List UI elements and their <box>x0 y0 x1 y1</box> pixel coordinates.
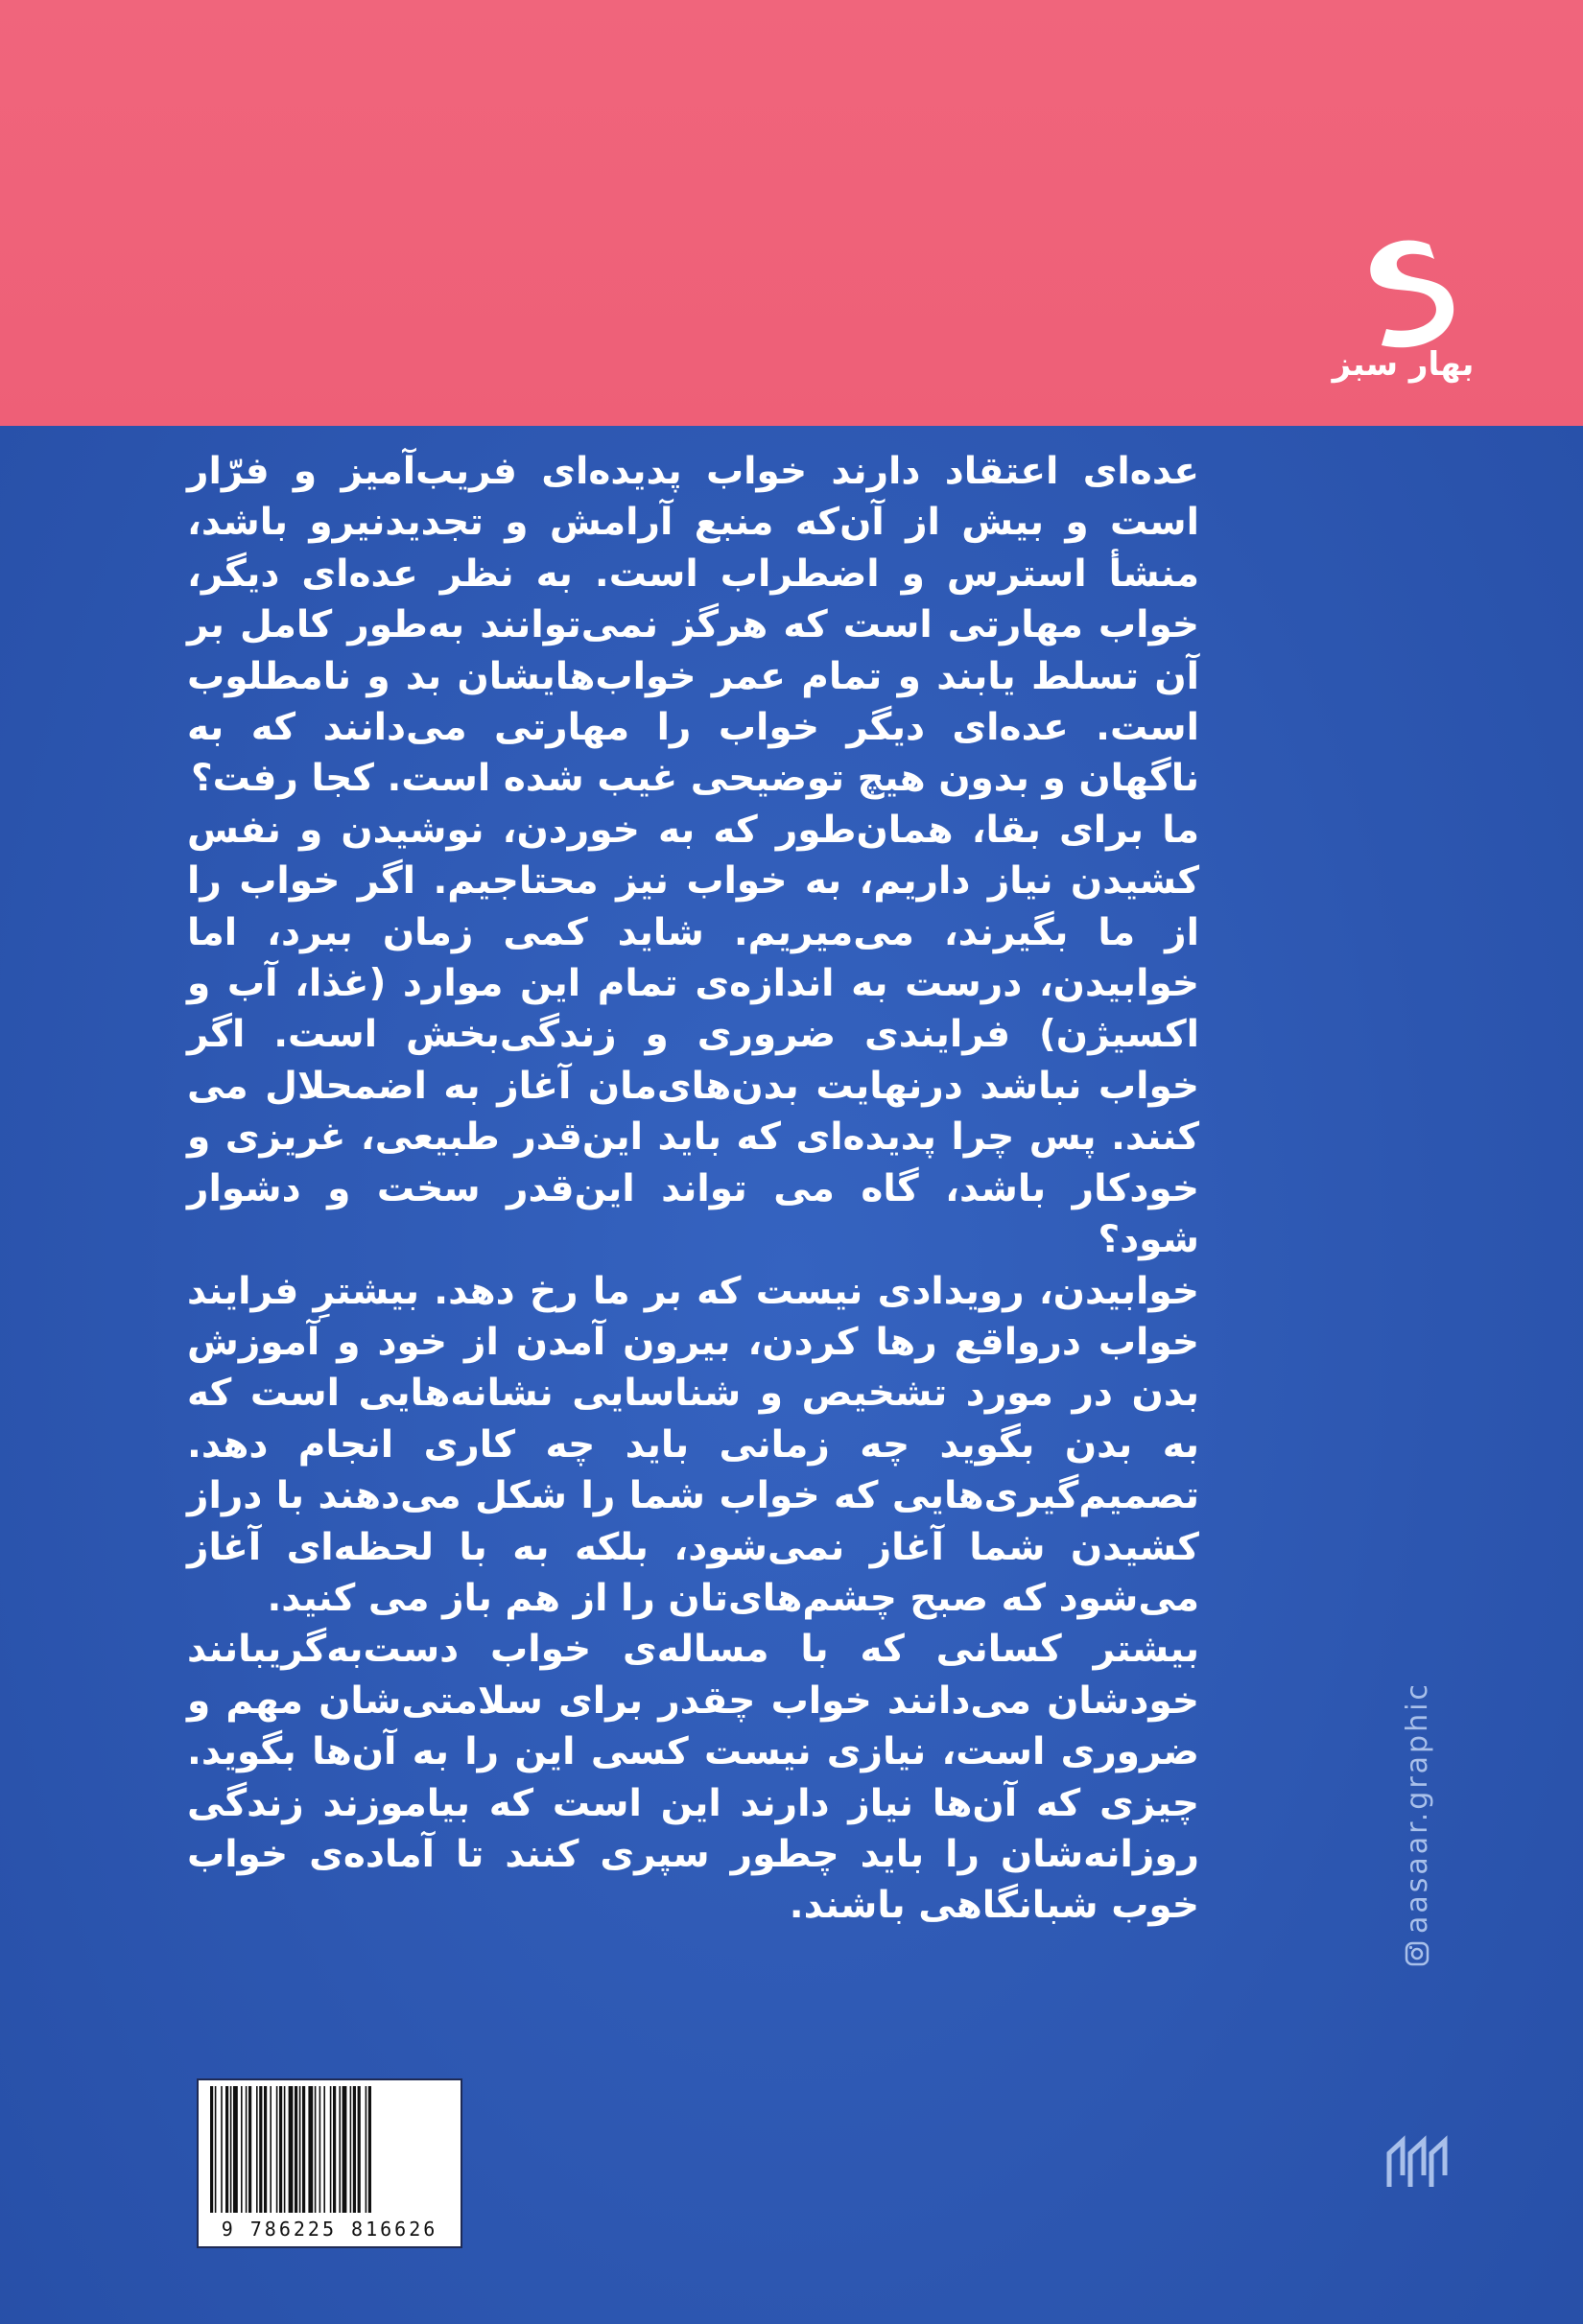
barcode-bar <box>308 2086 313 2213</box>
designer-credit <box>1401 1678 1433 1966</box>
barcode-bars <box>206 2086 453 2213</box>
barcode-bar <box>221 2086 223 2213</box>
barcode-bar <box>225 2086 228 2213</box>
barcode-bar <box>279 2086 282 2213</box>
isbn-number: 9 786225 816626 <box>221 2218 438 2241</box>
barcode-bar <box>264 2086 267 2213</box>
barcode-bar <box>333 2086 336 2213</box>
instagram-icon <box>1405 1941 1429 1966</box>
blurb-paragraph: بیشتر کسانی که با مساله‌ی خواب دست‌به‌گریبانند خودشان می‌دانند خواب چقدر برای سلامتی‌شان مهم و ضروری است، نیازی نیست کسی این را به آن‌ها بگوید. چیزی که آن‌ها نیاز دارند این است که بیاموزند زندگی روزانه‌شان را باید چطور سپری کنند تا آماده‌ی خواب خوب شبانگاهی باشند. <box>187 1628 1199 1928</box>
blurb-paragraph: عده‌ای اعتقاد دارند خواب پدیده‌ای فریب‌آمیز و فرّار است و بیش از آن‌که منبع آرامش و تجدیدنیرو باشد، منشأ استرس و اضطراب است. به نظر عده‌ای دیگر، خواب مهارتی است که هرگز نمی‌توانند به‌طور کامل بر آن تسلط یابند و تمام عمر خواب‌هایشان بد و نامطلوب است. عده‌ای دیگر خواب را مهارتی می‌دانند که به ناگهان و بدون هیچ توضیحی غیب شده است. کجا رفت؟ <box>187 450 1199 801</box>
barcode-bar <box>302 2086 305 2213</box>
barcode-bar <box>215 2086 217 2213</box>
barcode-bar <box>241 2086 243 2213</box>
barcode-bar <box>315 2086 317 2213</box>
barcode-bar <box>256 2086 258 2213</box>
barcode-bar <box>289 2086 294 2213</box>
barcode-bar <box>276 2086 278 2213</box>
barcode-bar <box>368 2086 371 2213</box>
blurb-paragraph: خوابیدن، رویدادی نیست که بر ما رخ دهد. بیشترِ فرایند خواب درواقع رها کردن، بیرون آمدن از خود و آموزش بدن در مورد تشخیص و شناسایی نشانه‌هایی است که به بدن بگوید چه زمانی باید چه کاری انجام دهد. تصمیم‌گیری‌هایی که خواب شما را شکل می‌دهند با دراز کشیدن شما آغاز نمی‌شود، بلکه به با لحظه‌ای آغاز می‌شود که صبح چشم‌های‌تان را از هم باز می کنید. <box>187 1269 1199 1620</box>
barcode-bar <box>246 2086 248 2213</box>
barcode-bar <box>353 2086 356 2213</box>
barcode-bar <box>339 2086 341 2213</box>
barcode-bar <box>233 2086 238 2213</box>
designer-handle: aasaar.graphic <box>1400 1681 1434 1934</box>
barcode-bar <box>319 2086 321 2213</box>
barcode-bar <box>323 2086 325 2213</box>
barcode-bar <box>343 2086 347 2213</box>
aasaar-logo-icon <box>1382 2129 1458 2196</box>
barcode-bar <box>299 2086 301 2213</box>
publisher-name: بهار سبز <box>1332 345 1475 384</box>
barcode-bar <box>259 2086 262 2213</box>
blurb-paragraph: ما برای بقا، همان‌طور که به خوردن، نوشیدن و نفس کشیدن نیاز داریم، به خواب نیز محتاجیم. اگر خواب را از ما بگیرند، می‌میریم. شاید کمی زمان ببرد، اما خوابیدن، درست به اندازه‌ی تمام این موارد (غذا، آب و اکسیژن) فرایندی ضروری و زندگی‌بخش است. اگر خواب نباشد درنهایت بدن‌های‌مان آغاز به اضمحلال می کنند. پس چرا پدیده‌ای که باید این‌قدر طبیعی، غریزی و خودکار باشد، گاه می تواند این‌قدر سخت و دشوار شود؟ <box>187 808 1199 1262</box>
barcode-bar <box>358 2086 361 2213</box>
barcode-bar <box>270 2086 272 2213</box>
barcode-bar <box>248 2086 251 2213</box>
barcode-bar <box>284 2086 286 2213</box>
barcode-bar <box>230 2086 232 2213</box>
barcode-bar <box>330 2086 332 2213</box>
barcode-bar <box>295 2086 297 2213</box>
barcode <box>197 2078 462 2248</box>
back-cover-blurb <box>187 446 1199 1932</box>
barcode-bar <box>210 2086 213 2213</box>
barcode-bar <box>366 2086 367 2213</box>
barcode-bar <box>350 2086 352 2213</box>
